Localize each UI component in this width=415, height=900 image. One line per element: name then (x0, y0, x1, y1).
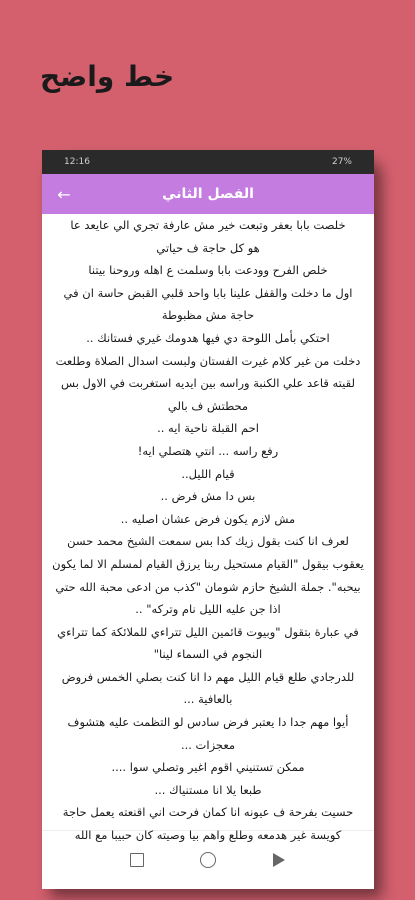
text-line: بس دا مش فرض .. (160, 489, 256, 504)
text-line: دخلت من غير كلام غيرت الفستان ولبست اسدال الصلاة وطلعت لقيته قاعد علي الكنبة وراسه بين ايديه استغربت في الاول بس محطتش ف بالي (55, 353, 361, 413)
text-line: حسيت بفرحة ف عيونه انا كمان فرحت اني اقنعته يعمل حاجة كويسة غير هدمعه وطلع واهم بيا وصيته كان حبيبا مع الله (62, 805, 354, 843)
promo-title: خط واضح (40, 60, 175, 93)
status-time: 12:16 (64, 157, 90, 167)
text-line: اول ما دخلت والقفل علينا بابا واحد قلبي القبض حاسة ان في حاجة مش مظبوطة (63, 285, 353, 323)
text-line: ممكن تستنيني اقوم اغير وتصلي سوا .... (111, 760, 305, 775)
text-line: هو كل حاجة ف حياتي (156, 240, 260, 255)
text-line: رفع راسه ... انتي هتصلي ايه! (137, 443, 279, 458)
phone-frame (42, 150, 374, 888)
circle-icon[interactable] (197, 849, 219, 871)
text-line: احتكي بأمل اللوحة دي فيها هدومك غيري فستانك .. (86, 330, 330, 345)
app-bar (42, 174, 374, 214)
text-line: مش لازم يكون فرض عشان اصليه .. (120, 511, 296, 526)
text-line: للدرجادي طلع قيام الليل مهم دا انا كنت بصلي الخمس فروض بالعافية ... (61, 669, 355, 707)
status-battery: 27% (331, 157, 352, 167)
text-line: احم القبلة ناحية ايه .. (157, 421, 259, 436)
chapter-text[interactable] (42, 214, 374, 843)
text-line: طبعا يلا انا مستنياك ... (154, 782, 262, 797)
triangle-back-icon[interactable] (268, 849, 290, 871)
text-line: قيام الليل.. (181, 466, 235, 481)
text-line: في عبارة بتقول "وبيوت قائمين الليل تتراءي للملائكة كما تتراءي النجوم في السماء لينا" (57, 624, 359, 662)
square-icon[interactable] (126, 849, 148, 871)
text-line: خلصت بابا بعفر وتبعت خير مش عارفة تجري الي عايعد عا (70, 218, 346, 232)
text-line: أيوا مهم جدا دا يعتبر فرض سادس لو التظمت عليه هتشوف معجزات ... (67, 715, 349, 752)
chapter-title: الفصل الثاني (162, 186, 254, 202)
arrow-left-icon[interactable]: ← (57, 184, 71, 204)
status-bar (42, 150, 374, 174)
text-line: لعرف انا كنت بقول زيك كدا بس سمعت الشيخ محمد حسن يعقوب بيقول "القيام مستحيل ربنا يرزق القيام لمسلم الا لما يكون بيحبه". جملة الشيخ حازم شومان "كذب من ادعى محبة الله حتي اذا جن عليه الليل نام وتركه" .. (52, 534, 364, 617)
text-line: خلص الفرح وودعت بابا وسلمت ع اهله وروحنا بيتنا (88, 263, 328, 278)
